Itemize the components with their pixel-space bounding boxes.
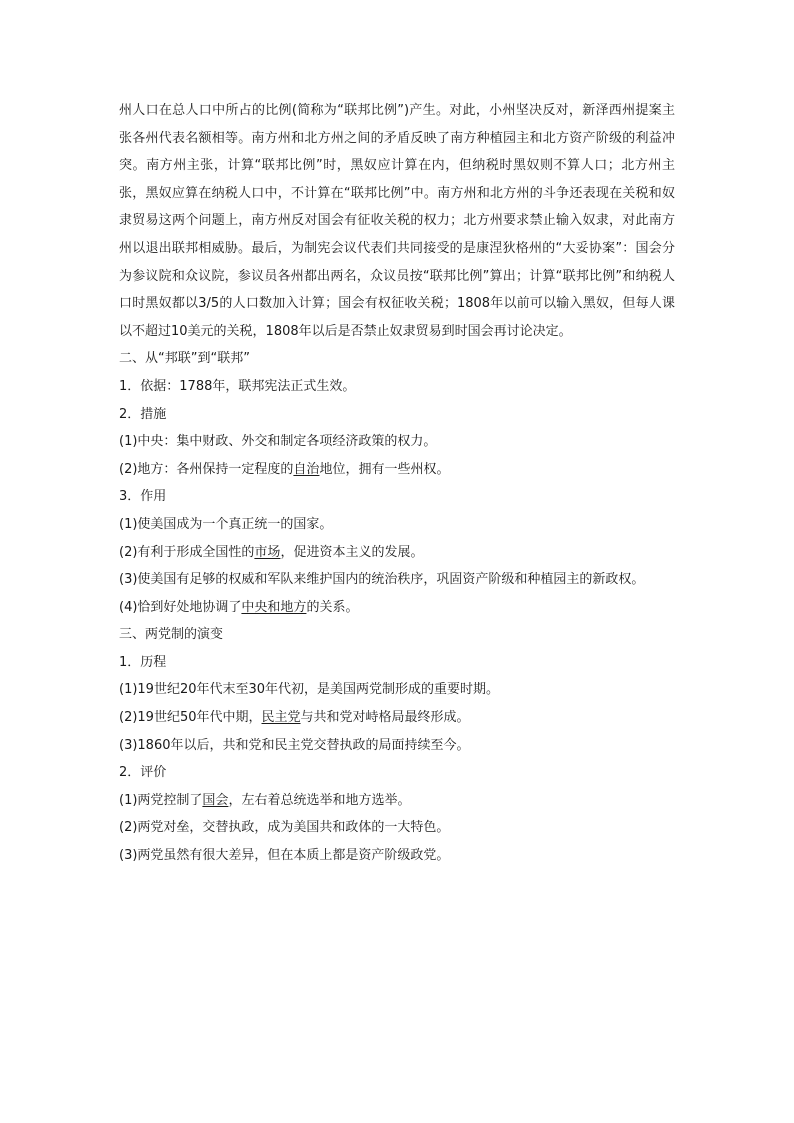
evaluation-heading: 2．评价 — [119, 765, 167, 781]
evaluation-item-1: (1)两党控制了国会，左右着总统选举和地方选举。 — [119, 792, 411, 808]
underlined-term: 市场 — [254, 544, 281, 560]
section-heading-two-party: 三、两党制的演变 — [119, 627, 224, 643]
underlined-term: 自治 — [293, 461, 320, 477]
document-page — [119, 97, 675, 870]
underlined-term: 中央和地方 — [241, 599, 307, 615]
measure-item-central: (1)中央：集中财政、外交和制定各项经济政策的权力。 — [119, 434, 437, 450]
effect-item-4: (4)恰到好处地协调了中央和地方的关系。 — [119, 599, 359, 615]
evaluation-item-3: (3)两党虽然有很大差异，但在本质上都是资产阶级政党。 — [119, 848, 450, 864]
evaluation-item-2: (2)两党对垒，交替执政，成为美国共和政体的一大特色。 — [119, 820, 450, 836]
underlined-term: 国会 — [202, 792, 229, 808]
measure-item-local: (2)地方：各州保持一定程度的自治地位，拥有一些州权。 — [119, 461, 450, 477]
history-heading: 1．历程 — [119, 654, 167, 670]
history-item-1: (1)19世纪20年代末至30年代初，是美国两党制形成的重要时期。 — [119, 682, 500, 698]
effect-item-1: (1)使美国成为一个真正统一的国家。 — [119, 516, 333, 532]
effects-heading: 3．作用 — [119, 489, 167, 505]
history-item-2: (2)19世纪50年代中期，民主党与共和党对峙格局最终形成。 — [119, 710, 470, 726]
effect-item-3: (3)使美国有足够的权威和军队来维护国内的统治秩序，巩固资产阶级和种植园主的新政权。 — [119, 572, 645, 588]
history-item-3: (3)1860年以后，共和党和民主党交替执政的局面持续至今。 — [119, 737, 470, 753]
basis-item: 1．依据：1788年，联邦宪法正式生效。 — [119, 378, 356, 394]
underlined-term: 民主党 — [261, 710, 301, 726]
intro-paragraph: 州人口在总人口中所占的比例(简称为“联邦比例”)产生。对此，小州坚决反对，新泽西州提案主张各州代表名额相等。南方州和北方州之间的矛盾反映了南方种植园主和北方资产阶级的利益冲突。南方州主张，计算“联邦比例”时，黑奴应计算在内，但纳税时黑奴则不算人口；北方州主张，黑奴应算在纳税人口中，不计算在“联邦比例”中。南方州和北方州的斗争还表现在关税和奴隶贸易这两个问题上，南方州反对国会有征收关税的权力；北方州要求禁止输入奴隶，对此南方州以退出联邦相威胁。最后，为制宪会议代表们共同接受的是康涅狄格州的“大妥协案”：国会分为参议院和众议院，参议员各州都出两名，众议员按“联邦比例”算出；计算“联邦比例”和纳税人口时黑奴都以3/5的人口数加入计算；国会有权征收关税；1808年以前可以输入黑奴，但每人课以不超过10美元的关税，1808年以后是否禁止奴隶贸易到时国会再讨论决定。 — [119, 103, 675, 339]
measures-heading: 2．措施 — [119, 406, 167, 422]
section-heading-federation: 二、从“邦联”到“联邦” — [119, 351, 250, 367]
effect-item-2: (2)有利于形成全国性的市场，促进资本主义的发展。 — [119, 544, 424, 560]
